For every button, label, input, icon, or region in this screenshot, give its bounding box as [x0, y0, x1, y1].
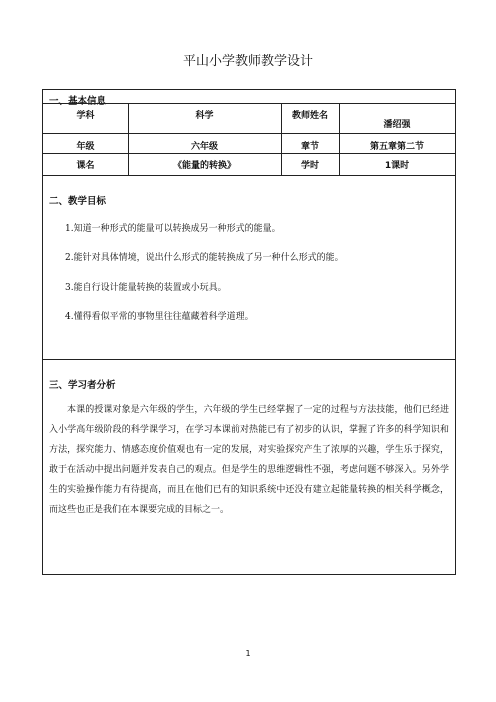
hours-label: 学时 — [300, 161, 319, 171]
divider — [43, 103, 455, 104]
document-title: 平山小学教师教学设计 — [182, 54, 313, 69]
grade-label: 年级 — [76, 142, 95, 152]
divider — [43, 359, 455, 360]
lesson-label: 课名 — [76, 161, 95, 171]
goal-item: 2.能针对具体情境，说出什么形式的能转换成了另一种什么形式的能。 — [65, 253, 344, 263]
lesson-plan-table — [42, 89, 456, 575]
lesson-value: 《能量的转换》 — [172, 161, 236, 171]
teacher-label: 教师姓名 — [291, 111, 328, 121]
section-goals-heading: 二、教学目标 — [49, 196, 107, 207]
subject-value: 科学 — [195, 111, 214, 121]
section-learner-analysis-heading: 三、学习者分析 — [49, 380, 116, 391]
chapter-value: 第五章第二节 — [369, 142, 424, 152]
section-basic-info-heading: 一、基本信息 — [49, 96, 107, 107]
grade-value: 六年级 — [190, 142, 218, 152]
goal-item: 4.懂得看似平常的事物里往往蕴藏着科学道理。 — [65, 312, 254, 322]
teacher-value: 潘绍强 — [383, 120, 411, 130]
page-number: 1 — [245, 649, 251, 658]
hours-value: 1课时 — [384, 161, 410, 171]
divider — [43, 153, 455, 154]
learner-analysis-paragraph: 本课的授课对象是六年级的学生，六年级的学生已经掌握了一定的过程与方法技能，他们已经进入小学高年级阶段的科学课学习，在学习本课前对热能已有了初步的认识，掌握了许多的科学知识和方法，探究能力、情感态度价值观也有一定的发展，对实验探究产生了浓厚的兴趣，学生乐于探究，敢于在活动中提出问题并发表自己的观点。但是学生的思维逻辑性不强，考虑问题不够深入。另外学生的实验操作能力有待提高，而且在他们已有的知识系统中还没有建立起能量转换的相关科学概念，而这些也正是我们在本课要完成的目标之一。 — [49, 405, 449, 515]
goal-item: 1.知道一种形式的能量可以转换成另一种形式的能量。 — [65, 224, 281, 234]
divider — [43, 175, 455, 176]
goal-item: 3.能自行设计能量转换的装置或小玩具。 — [65, 283, 227, 293]
subject-label: 学科 — [76, 111, 95, 121]
divider — [43, 133, 455, 134]
chapter-label: 章节 — [300, 142, 319, 152]
